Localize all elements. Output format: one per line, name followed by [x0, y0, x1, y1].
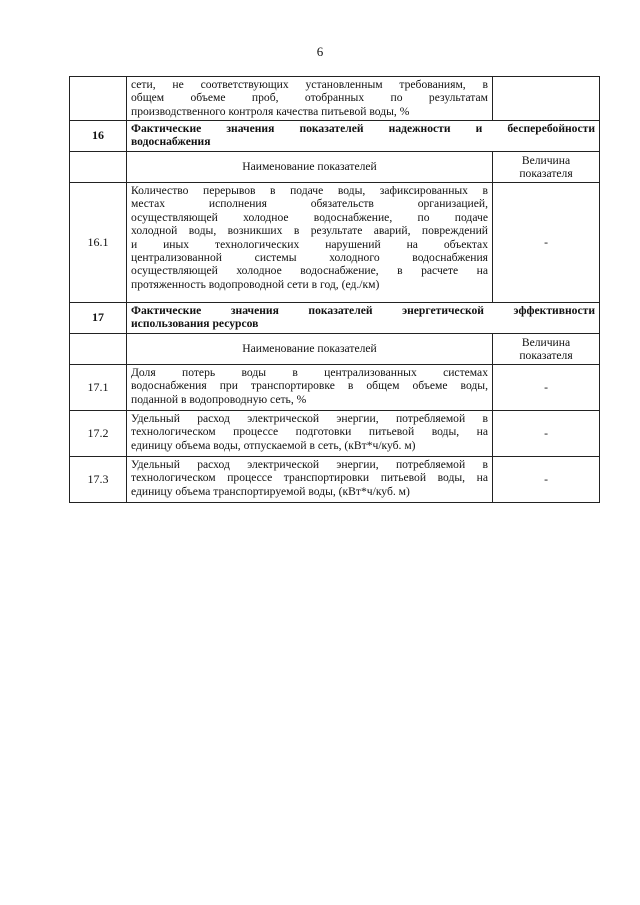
row-description — [127, 365, 493, 411]
section-title-line: Фактические значения показателей надежности и бесперебойности — [131, 122, 595, 135]
header-name-cell: Наименование показателей — [127, 334, 493, 365]
text-line: единицу объема воды, отпускаемой в сеть, (кВт*ч/куб. м) — [131, 438, 416, 452]
row-value: - — [493, 365, 600, 411]
text-line: поданной в водопроводную сеть, % — [131, 392, 307, 406]
text-line: производственного контроля качества питьевой воды, % — [131, 104, 410, 118]
header-value-line: Величина — [521, 335, 571, 349]
text-line: Удельный расход электрической энергии, потребляемой в — [131, 458, 488, 471]
text-line: централизованной системы холодного водоснабжения — [131, 251, 488, 265]
indicators-table — [69, 76, 600, 503]
section-title-line: водоснабжения — [131, 135, 211, 149]
row-number: 17.1 — [70, 365, 127, 411]
section-16-header-row — [70, 152, 600, 183]
text-line: местах исполнения обязательств организацией, — [131, 197, 488, 211]
text-line: водоснабжения при транспортировке в общем объеме воды, — [131, 379, 488, 393]
text-line: осуществляющей холодное водоснабжение, в расчете на — [131, 264, 488, 278]
text-line: осуществляющей холодное водоснабжение, по подаче — [131, 210, 488, 224]
section-title-line: использования ресурсов — [131, 317, 259, 331]
section-16-title — [127, 121, 600, 152]
header-num-cell — [70, 152, 127, 183]
text-line: общем объеме проб, отобранных по результатам — [131, 91, 488, 105]
row-number: 17.2 — [70, 411, 127, 457]
row-value: - — [493, 457, 600, 503]
table-row — [70, 365, 600, 411]
header-value-line: показателя — [519, 167, 573, 180]
text-line: технологическом процессе подготовки питьевой воды, на — [131, 425, 488, 439]
text-line: Количество перерывов в подаче воды, зафиксированных в — [131, 184, 488, 197]
text-line: единицу объема транспортируемой воды, (кВт*ч/куб. м) — [131, 484, 410, 498]
section-17-title-row — [70, 303, 600, 334]
text-line: и иных технологических нарушений на объектах — [131, 237, 488, 251]
table-row — [70, 457, 600, 503]
continued-row-value — [493, 77, 600, 121]
section-title-line: Фактические значения показателей энергетической эффективности — [131, 304, 595, 317]
header-value-line: Величина — [521, 153, 571, 167]
row-number: 16.1 — [70, 183, 127, 303]
page-number: 6 — [316, 44, 324, 59]
text-line: технологическом процессе транспортировки питьевой воды, на — [131, 471, 488, 485]
section-16-title-row — [70, 121, 600, 152]
continued-row-text — [127, 77, 493, 121]
section-17-header-row — [70, 334, 600, 365]
continued-row — [70, 77, 600, 121]
text-line: сети, не соответствующих установленным требованиям, в — [131, 78, 488, 91]
row-number: 17.3 — [70, 457, 127, 503]
header-value-cell — [493, 334, 600, 365]
header-num-cell — [70, 334, 127, 365]
section-17-title — [127, 303, 600, 334]
header-value-cell — [493, 152, 600, 183]
text-line: холодной воды, возникших в результате аварий, повреждений — [131, 224, 488, 238]
header-name-cell: Наименование показателей — [127, 152, 493, 183]
row-value: - — [493, 411, 600, 457]
row-description — [127, 457, 493, 503]
row-description — [127, 411, 493, 457]
header-value-line: показателя — [519, 349, 573, 362]
text-line: протяженность водопроводной сети в год, (ед./км) — [131, 277, 380, 291]
table-row — [70, 411, 600, 457]
row-value: - — [493, 183, 600, 303]
section-16-number: 16 — [70, 121, 127, 152]
section-17-number: 17 — [70, 303, 127, 334]
continued-row-num — [70, 77, 127, 121]
table-row — [70, 183, 600, 303]
text-line: Доля потерь воды в централизованных системах — [131, 366, 488, 379]
row-description — [127, 183, 493, 303]
text-line: Удельный расход электрической энергии, потребляемой в — [131, 412, 488, 425]
